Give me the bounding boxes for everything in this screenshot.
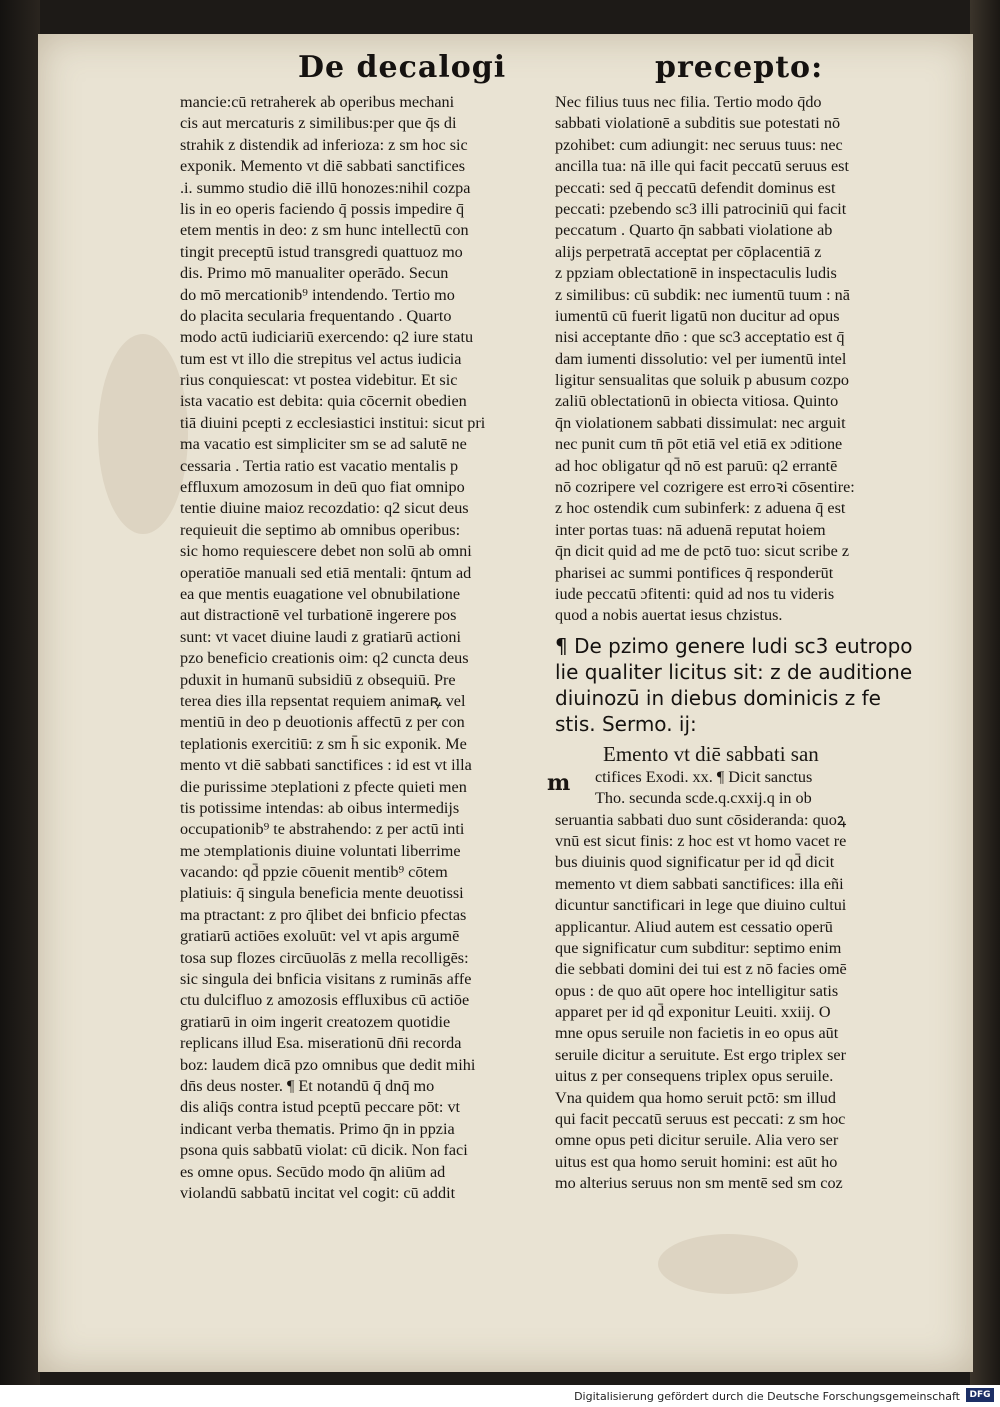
text-line: zaliū oblectationū in obiecta vitiosa. Quinto xyxy=(555,392,839,411)
text-line: dam iumenti dissolutio: vel per iumentū intel xyxy=(555,349,847,368)
heading-line: lie qualiter licitus sit: z de auditione xyxy=(555,659,913,684)
text-line: q̄n dicit quid ad me de pctō tuo: sicut scribe z xyxy=(555,542,849,561)
text-line: ancilla tua: nā ille qui facit peccatū seruus est xyxy=(555,157,849,176)
text-line: omne opus peti dicitur seruile. Alia vero ser xyxy=(555,1131,839,1150)
text-line: pharisei ac summi pontifices q̄ responderūt xyxy=(555,563,834,582)
text-line: seruantia sabbati duo sunt cōsideranda: quoꝝ xyxy=(555,810,847,829)
text-line: sabbati violationē a subditis sue potestati nō xyxy=(555,114,841,133)
text-line: pduxit in humanū subsidiū z obsequiū. Pre xyxy=(180,670,456,689)
text-line: nec punit cum tn̄ pōt etiā vel etiā ex ɔditione xyxy=(555,435,843,454)
text-line: tosa sup flozes circūuolās z mella recolligēs: xyxy=(180,948,469,967)
text-line: pzohibet: cum adiungit: nec seruus tuus: nec xyxy=(555,135,843,154)
right-column-text xyxy=(555,92,960,627)
text-line: ea que mentis euagatione vel obnubilatione xyxy=(180,584,461,603)
text-line: tiā diuini pcepti z ecclesiastici institui: sicut pri xyxy=(180,413,486,432)
text-line: pzo beneficio creationis oim: q2 cuncta deus xyxy=(180,649,469,668)
text-line: mentiū in deo p deuotionis affectū z per con xyxy=(180,713,465,732)
running-header-right: precepto: xyxy=(655,50,824,85)
text-line: dicuntur sanctificari in lege que diuino cultui xyxy=(555,896,847,915)
text-line: iude peccatū ɔfitenti: quid ad nos tu videris xyxy=(555,584,835,603)
text-line: que significatur cum subditur: septimo enim xyxy=(555,938,842,957)
text-line: ad hoc obligatur qd̄ nō est paruū: q2 errantē xyxy=(555,456,838,475)
text-line: peccati: sed q̄ peccatū defendit dominus est xyxy=(555,178,836,197)
text-line: strahik z distendik ad inferioza: z sm hoc sic xyxy=(180,135,468,154)
heading-line: diuinozū in diebus dominicis z fe xyxy=(555,685,881,710)
text-line: .i. summo studio diē illū honozes:nihil cozpa xyxy=(180,178,471,197)
text-line: mo alterius seruus non sm mentē sed sm coz xyxy=(555,1174,843,1193)
text-line: iumentū cū fuerit ligatū non ducitur ad opus xyxy=(555,306,840,325)
text-line: effluxum amozosum in deū quo fiat omnipo xyxy=(180,478,465,497)
text-line: gratiarū in oim ingerit creatozem quotidie xyxy=(180,1012,451,1031)
text-line: peccatum . Quarto q̄n sabbati violatione ab xyxy=(555,221,833,240)
running-header-left: De decalogi xyxy=(298,50,507,85)
text-line: z hoc ostendik cum subinferk: z aduena q̄ est xyxy=(555,499,846,518)
text-line: nisi acceptante dn̄o : que sc3 acceptatio est q̄ xyxy=(555,328,845,347)
text-line: tis potissime intendas: ab oibus intermedijs xyxy=(180,798,460,817)
text-line: exponik. Memento vt diē sabbati sanctifices xyxy=(180,157,466,176)
footer-credit: Digitalisierung gefördert durch die Deutsche Forschungsgemeinschaft xyxy=(574,1390,960,1403)
text-line: applicantur. Aliud autem est cessatio operū xyxy=(555,917,833,936)
text-line: modo actū iudiciariū exercendo: q2 iure statu xyxy=(180,328,474,347)
book-edge-left xyxy=(0,0,40,1385)
text-line: ctu dulcifluo z amozosis effluxibus cū actiōe xyxy=(180,991,470,1010)
text-line: dn̄s deus noster. ¶ Et notandū q̄ dnq̄ mo xyxy=(180,1076,435,1095)
text-line: bus diuinis quod significatur per id qd̄ dicit xyxy=(555,853,835,872)
text-line: die purissime ɔteplationi z pfecte quieti men xyxy=(180,777,467,796)
text-line: inter portas tuas: nā aduenā reputat hoiem xyxy=(555,520,826,539)
text-line: Nec filius tuus nec filia. Tertio modo q̄do xyxy=(555,93,822,111)
text-line: teplationis exercitiū: z sm h̄ sic exponik. Me xyxy=(180,734,467,753)
text-line: etem mentis in deo: z sm hunc intellectū con xyxy=(180,221,469,240)
text-line: operatiōe manuali sed etiā mentali: q̄ntum ad xyxy=(180,563,472,582)
book-edge-right xyxy=(970,0,1000,1385)
text-line: apparet per id qd̄ exponitur Leuiti. xxiij. O xyxy=(555,1003,831,1022)
text-line: requieuit die septimo ab omnibus operibus: xyxy=(180,520,461,539)
text-line: qui facit peccatū seruus est peccati: z sm hoc xyxy=(555,1110,846,1129)
heading-line: ¶ De pzimo genere ludi sc3 eutropo xyxy=(555,633,913,658)
text-line: psona quis sabbatū violat: cū dicik. Non faci xyxy=(180,1141,468,1160)
sermon-body xyxy=(547,741,960,1195)
text-line: violandū sabbatū incitat vel cogit: cū addit xyxy=(180,1183,456,1202)
text-line: sic homo requiescere debet non solū ab omni xyxy=(180,542,472,561)
text-line: gratiarū actiōes exoluūt: vel vt apis argumē xyxy=(180,927,460,946)
text-line: mne opus seruile non facietis in eo opus aūt xyxy=(555,1024,839,1043)
sermon-initial-letter: m xyxy=(547,769,571,796)
paper-stain xyxy=(658,1234,798,1294)
text-line: tum est vt illo die strepitus vel actus iudicia xyxy=(180,349,462,368)
text-line: aut distractionē vel turbationē ingerere pos xyxy=(180,606,457,625)
text-line: platiuis: q̄ singula beneficia mente deuotissi xyxy=(180,884,464,903)
text-line: ista vacatio est debita: quia cōcernit obedien xyxy=(180,392,467,411)
text-line: tingit preceptū istud transgredi quattuoz mo xyxy=(180,242,463,261)
text-line: die sebbati domini dei tui est z nō facies omē xyxy=(555,960,847,979)
text-line: do mō mercationib⁹ intendendo. Tertio mo xyxy=(180,285,455,304)
text-line: Vna quidem qua homo seruit pctō: sm illud xyxy=(555,1088,836,1107)
text-line: peccati: pzebendo sc3 illi patrociniū qui facit xyxy=(555,199,847,218)
text-line: mento vt diē sabbati sanctifices : id est vt illa xyxy=(180,756,472,775)
text-line: sic singula dei bnficia visitans z ruminās affe xyxy=(180,970,472,989)
text-line: occupationib⁹ te abstrahendo: z per actū inti xyxy=(180,820,465,839)
heading-line: stis. Sermo. ij: xyxy=(555,711,697,736)
paper-stain xyxy=(98,334,188,534)
text-line: ligitur sensualitas que soluik p abusum cozpo xyxy=(555,371,850,390)
text-line: nō cozripere vel cozrigere est erroꝛi cōsentire: xyxy=(555,478,855,497)
footer-bar xyxy=(0,1385,1000,1407)
text-line: boz: laudem dicā pzo omnibus que dedit mihi xyxy=(180,1055,476,1074)
text-line: me ɔtemplationis diuine voluntati liberrime xyxy=(180,841,461,860)
text-line: ma ptractant: z pro q̄libet dei bnficio pfectas xyxy=(180,905,467,924)
text-line: es omne opus. Secūdo modo q̄n aliūm ad xyxy=(180,1162,446,1181)
text-line: ma vacatio est simpliciter sm se ad salutē ne xyxy=(180,435,467,454)
text-line: uitus z per consequens triplex opus seruile. xyxy=(555,1067,834,1086)
text-line: cis aut mercaturis z similibus:per que q̄s di xyxy=(180,114,457,133)
text-line: memento vt diem sabbati sanctifices: illa eñi xyxy=(555,874,844,893)
text-line: Emento vt diē sabbati san xyxy=(603,741,819,766)
text-line: ctifices Exodi. xx. ¶ Dicit sanctus xyxy=(595,767,813,786)
text-line: uitus est qua homo seruit homini: est aūt ho xyxy=(555,1152,838,1171)
text-line: indicant verba thematis. Primo q̄n in ppzia xyxy=(180,1119,455,1138)
sermon-heading xyxy=(555,633,960,737)
text-line: quod a nobis auertat iesus chzistus. xyxy=(555,606,783,625)
text-line: dis aliq̄s contra istud pceptū peccare pōt: vt xyxy=(180,1098,461,1117)
text-line: lis in eo operis faciendo q̄ possis impedire q̄ xyxy=(180,199,465,218)
text-line: z ppziam oblectationē in inspectaculis ludis xyxy=(555,264,837,283)
text-line: tentie diuine maioz recozdatio: q2 sicut deus xyxy=(180,499,469,518)
text-line: replicans illud Esa. miserationū dn̄i recorda xyxy=(180,1034,462,1053)
text-line: seruile dicitur a seruitute. Est ergo triplex ser xyxy=(555,1045,846,1064)
left-text-column xyxy=(180,92,571,1204)
text-line: Tho. secunda scde.q.cxxij.q in ob xyxy=(595,789,812,808)
text-line: do placita secularia frequentando . Quarto xyxy=(180,306,452,325)
dfg-logo: DFG xyxy=(966,1388,994,1402)
text-line: z similibus: cū subdik: nec iumentū tuum : nā xyxy=(555,285,850,304)
text-line: opus : de quo aūt opere hoc intelligitur satis xyxy=(555,981,839,1000)
text-line: rius conquiescat: vt postea videbitur. Et sic xyxy=(180,371,458,390)
text-line: sunt: vt vacet diuine laudi z gratiarū actioni xyxy=(180,627,461,646)
text-line: mancie:cū retraherek ab operibus mechani xyxy=(180,93,455,111)
text-line: vacando: qd̄ ppzie cōuenit mentib⁹ cōtem xyxy=(180,863,448,882)
text-line: cessaria . Tertia ratio est vacatio mentalis p xyxy=(180,456,459,475)
text-line: dis. Primo mō manualiter operādo. Secun xyxy=(180,264,449,283)
right-text-column xyxy=(547,92,960,1195)
text-line: terea dies illa repsentat requiem animaꝶ vel xyxy=(180,691,466,710)
text-line: q̄n violationem sabbati dissimulat: nec arguit xyxy=(555,413,846,432)
text-line: vnū est sicut finis: z hoc est vt homo vacet re xyxy=(555,831,847,850)
text-line: alijs perpetratā acceptat per cōplacentiā z xyxy=(555,242,822,261)
